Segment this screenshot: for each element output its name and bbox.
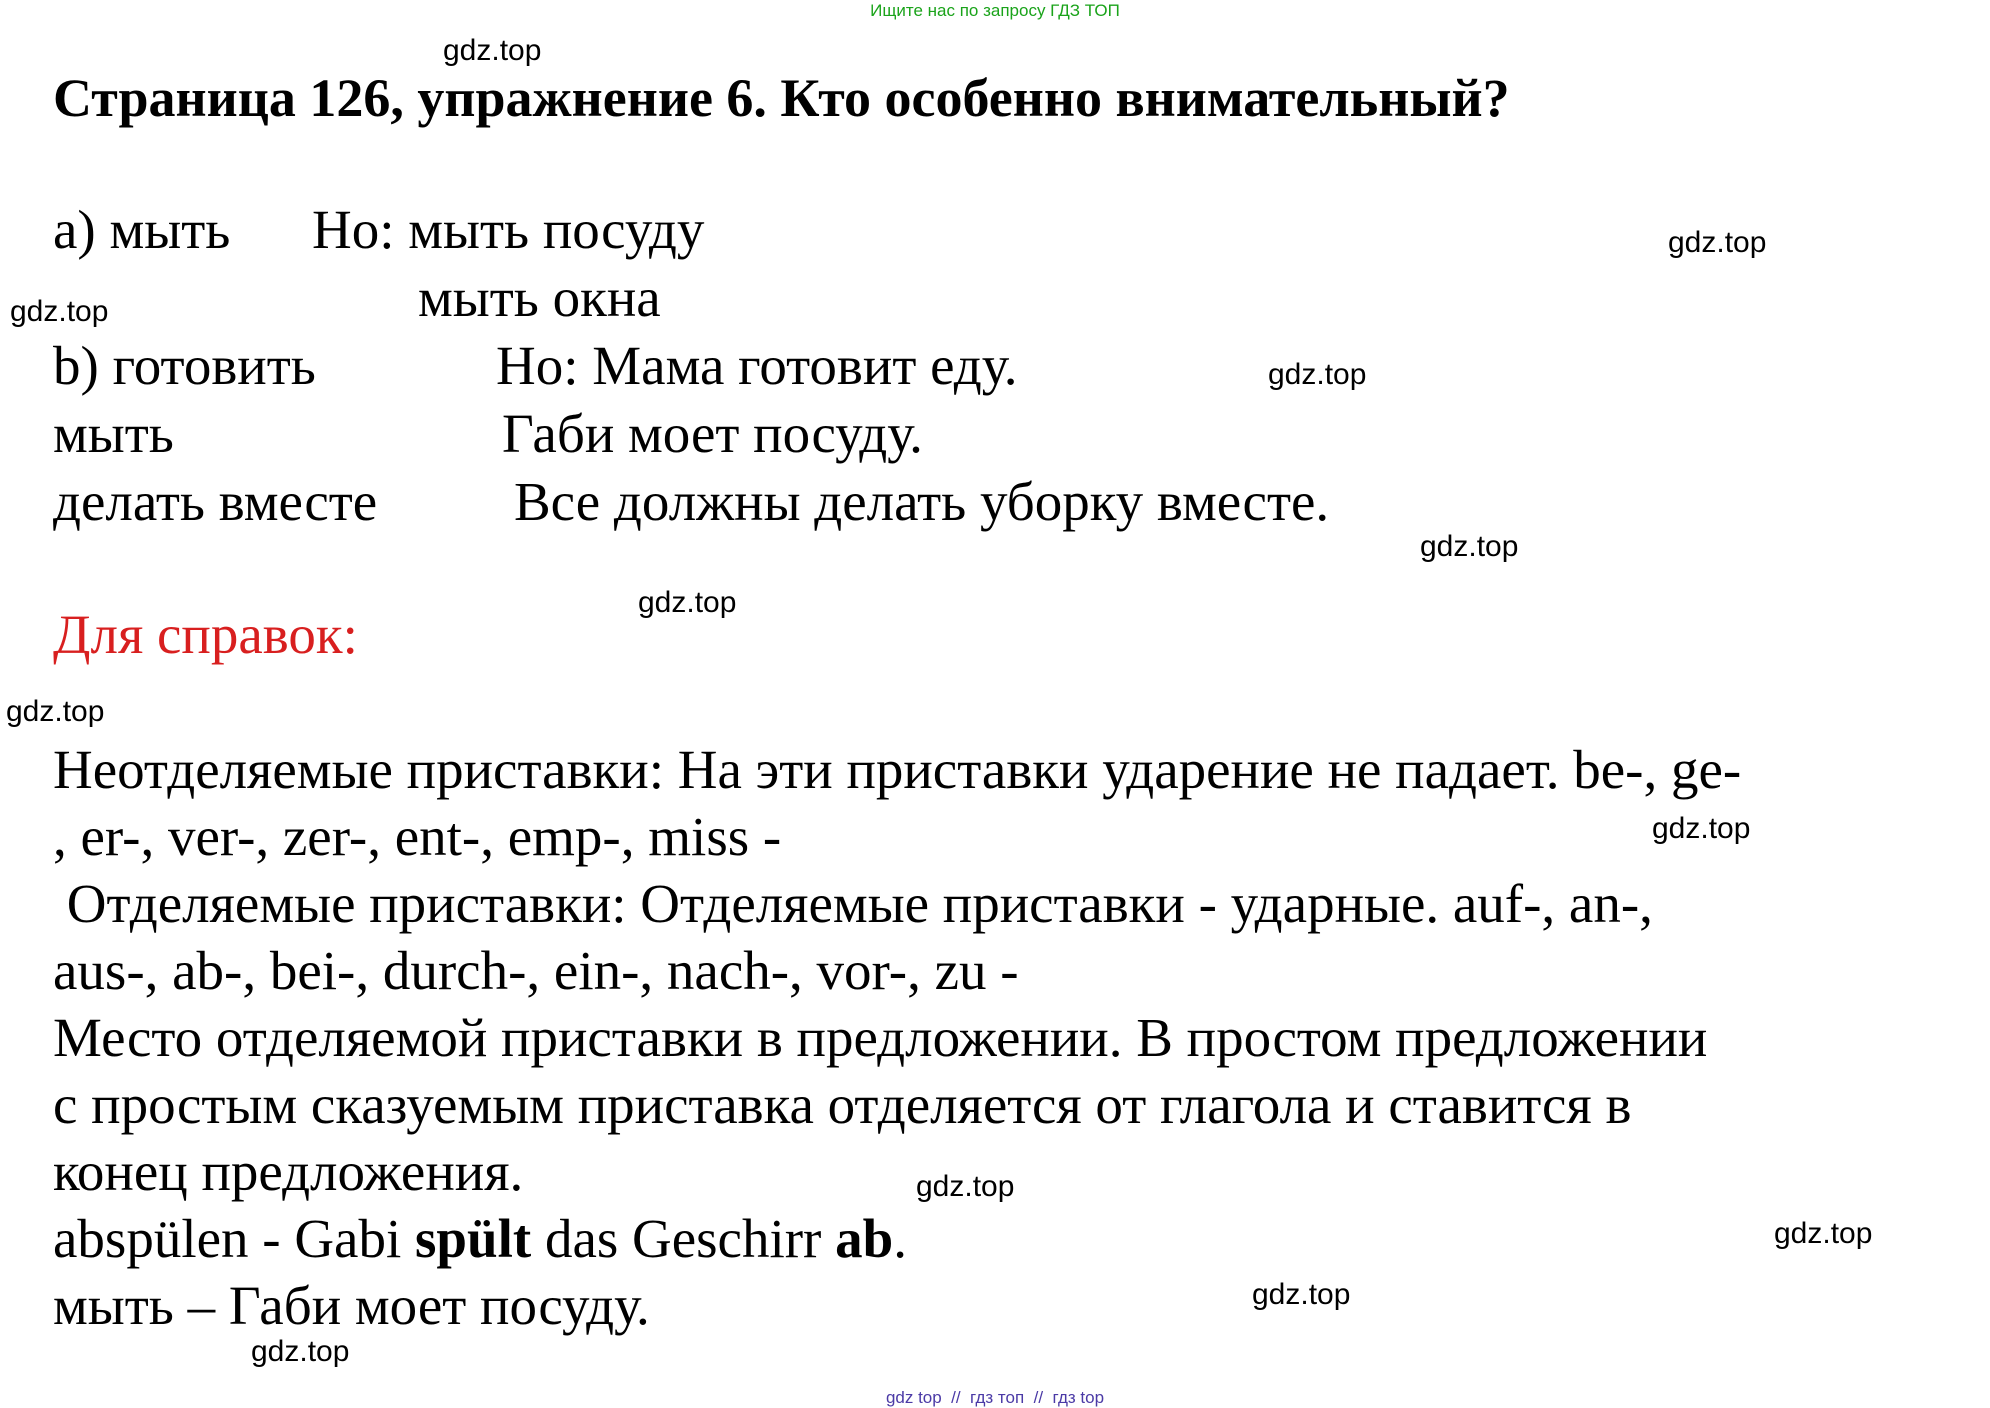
watermark: gdz.top xyxy=(1268,358,1367,391)
watermark: gdz.top xyxy=(443,34,542,67)
bottom-banner: gdz top // гдз топ // гдз top xyxy=(885,1388,1105,1407)
section-b-row2-right: Габи моет посуду. xyxy=(502,403,923,464)
example-german xyxy=(53,1205,907,1273)
watermark: gdz.top xyxy=(916,1170,1015,1203)
section-b-row3-left: делать вместе xyxy=(53,471,378,532)
watermark: gdz.top xyxy=(1774,1217,1873,1250)
reference-line-2: , er-, ver-, zer-, ent-, emp-, miss - xyxy=(53,806,782,867)
example-german-prefix: ab xyxy=(835,1208,894,1269)
reference-line-5: Место отделяемой приставки в предложении. В простом предложении xyxy=(53,1007,1708,1068)
section-a-no-line2: мыть окна xyxy=(418,267,661,328)
reference-line-4: aus-, ab-, bei-, durch-, ein-, nach-, vor-, zu - xyxy=(53,940,1019,1001)
example-german-part2: das Geschirr xyxy=(531,1208,836,1269)
watermark: gdz.top xyxy=(1668,226,1767,259)
watermark: gdz.top xyxy=(1420,530,1519,563)
example-german-part3: . xyxy=(893,1208,907,1269)
example-russian: мыть – Габи моет посуду. xyxy=(53,1275,650,1336)
top-banner: Ищите нас по запросу ГДЗ ТОП xyxy=(870,1,1120,20)
example-german-verb: spült xyxy=(415,1208,532,1269)
reference-line-1: Неотделяемые приставки: На эти приставки ударение не падает. be-, ge- xyxy=(53,739,1742,800)
watermark: gdz.top xyxy=(1652,812,1751,845)
section-a-no-line1: Но: мыть посуду xyxy=(312,199,705,260)
section-b-row1-right: Но: Мама готовит еду. xyxy=(496,335,1018,396)
section-a-label: a) мыть xyxy=(53,199,231,260)
watermark: gdz.top xyxy=(6,695,105,728)
section-b-row3-right: Все должны делать уборку вместе. xyxy=(514,471,1330,532)
page-title: Страница 126, упражнение 6. Кто особенно внимательный? xyxy=(53,68,1510,128)
watermark: gdz.top xyxy=(251,1335,350,1368)
watermark: gdz.top xyxy=(638,586,737,619)
reference-line-6: с простым сказуемым приставка отделяется от глагола и ставится в xyxy=(53,1074,1632,1135)
reference-line-7: конец предложения. xyxy=(53,1141,524,1202)
reference-heading: Для справок: xyxy=(53,604,358,665)
watermark: gdz.top xyxy=(1252,1278,1351,1311)
watermark: gdz.top xyxy=(10,295,109,328)
reference-line-3: Отделяемые приставки: Отделяемые приставки - ударные. auf-, an-, xyxy=(53,873,1653,934)
section-b-row2-left: мыть xyxy=(53,403,174,464)
example-german-part1: abspülen - Gabi xyxy=(53,1208,415,1269)
section-b-row1-left: b) готовить xyxy=(53,335,316,396)
